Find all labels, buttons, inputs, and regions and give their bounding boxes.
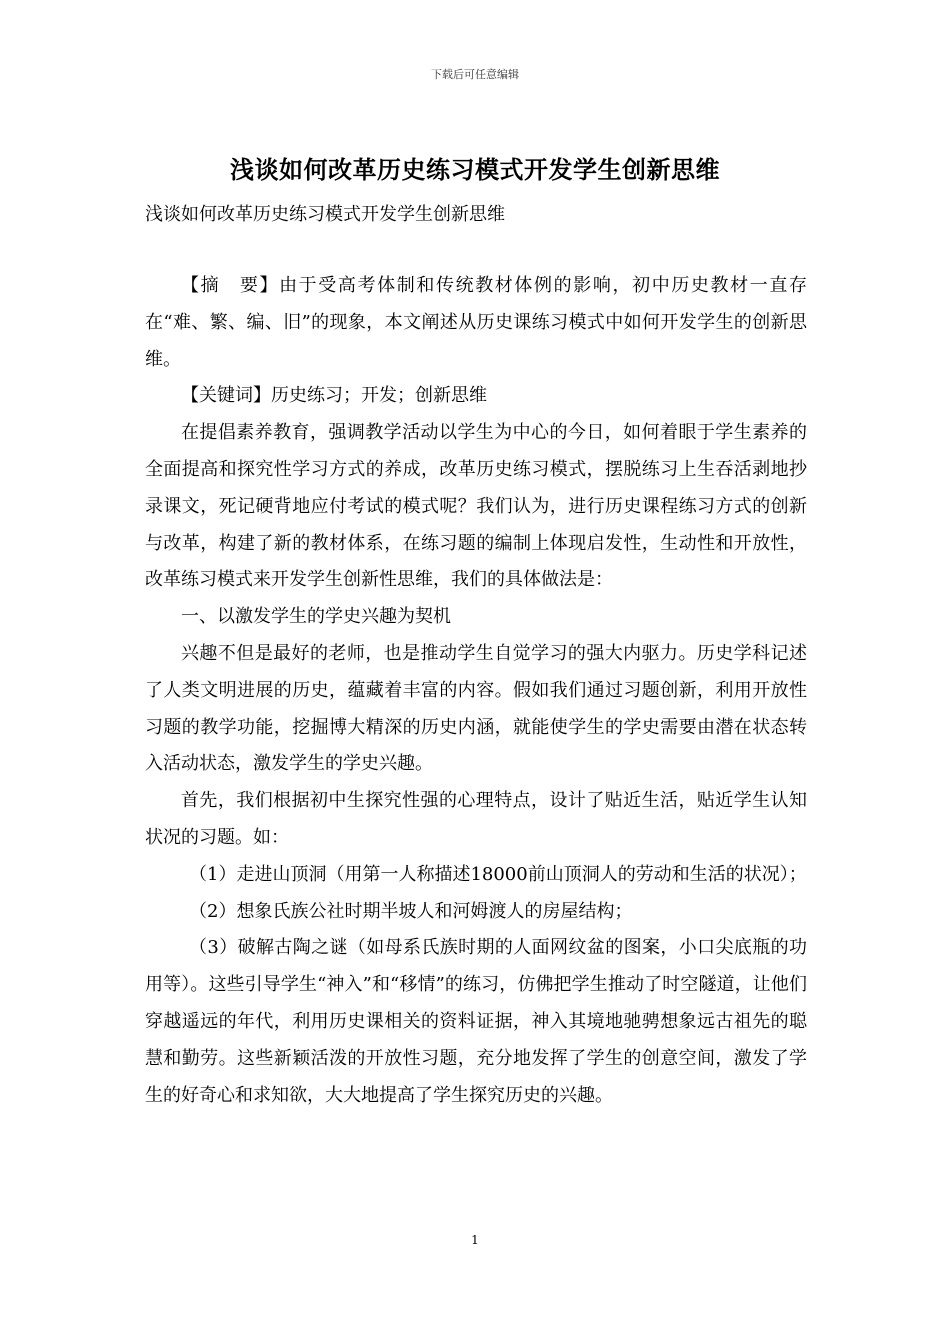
exercise-item-3: （3）破解古陶之谜（如母系氏族时期的人面网纹盆的图案，小口尖底瓶的功用等）。这些引导学生“神入”和“移情”的练习，仿佛把学生推动了时空隧道，让他们穿越遥远的年代，利用历史课相关的资料证据，神入其境地驰骋想象远古祖先的聪慧和勤劳。这些新颖活泼的开放性习题，充分地发挥了学生的创意空间，激发了学生的好奇心和求知欲，大大地提高了学生探究历史的兴趣。: [145, 937, 807, 1106]
exercise-item-1: （1）走进山顶洞（用第一人称描述18000前山顶洞人的劳动和生活的状况）；: [189, 863, 807, 885]
keywords-paragraph: 【关键词】历史练习；开发；创新思维: [181, 385, 487, 407]
abstract-paragraph: 【摘 要】由于受高考体制和传统教材体例的影响，初中历史教材一直存在“难、繁、编、旧”的现象，本文阐述从历史课练习模式中如何开发学生的创新思维。: [145, 275, 807, 370]
exercise-item-2: （2）想象氏族公社时期半坡人和河姆渡人的房屋结构；: [189, 900, 633, 922]
intro-paragraph: 在提倡素养教育，强调教学活动以学生为中心的今日，如何着眼于学生素养的全面提高和探究性学习方式的养成，改革历史练习模式，摆脱练习上生吞活剥地抄录课文，死记硬背地应付考试的模式呢？我们认为，进行历史课程练习方式的创新与改革，构建了新的教材体系，在练习题的编制上体现启发性，生动性和开放性，改革练习模式来开发学生创新性思维，我们的具体做法是：: [145, 422, 807, 591]
document-subtitle: 浅谈如何改革历史练习模式开发学生创新思维: [145, 204, 505, 225]
body-paragraph: 首先，我们根据初中生探究性强的心理特点，设计了贴近生活，贴近学生认知状况的习题。如：: [145, 790, 807, 848]
section-heading: 一、以激发学生的学史兴趣为契机: [181, 606, 451, 628]
page-header: 下载后可任意编辑: [431, 68, 519, 81]
document-title: 浅谈如何改革历史练习模式开发学生创新思维: [230, 155, 720, 184]
page-number: 1: [471, 1233, 479, 1247]
document-body: [145, 268, 807, 1114]
body-paragraph: 兴趣不但是最好的老师，也是推动学生自觉学习的强大内驱力。历史学科记述了人类文明进展的历史，蕴藏着丰富的内容。假如我们通过习题创新，利用开放性习题的教学功能，挖掘博大精深的历史内涵，就能使学生的学史需要由潜在状态转入活动状态，激发学生的学史兴趣。: [145, 642, 807, 775]
